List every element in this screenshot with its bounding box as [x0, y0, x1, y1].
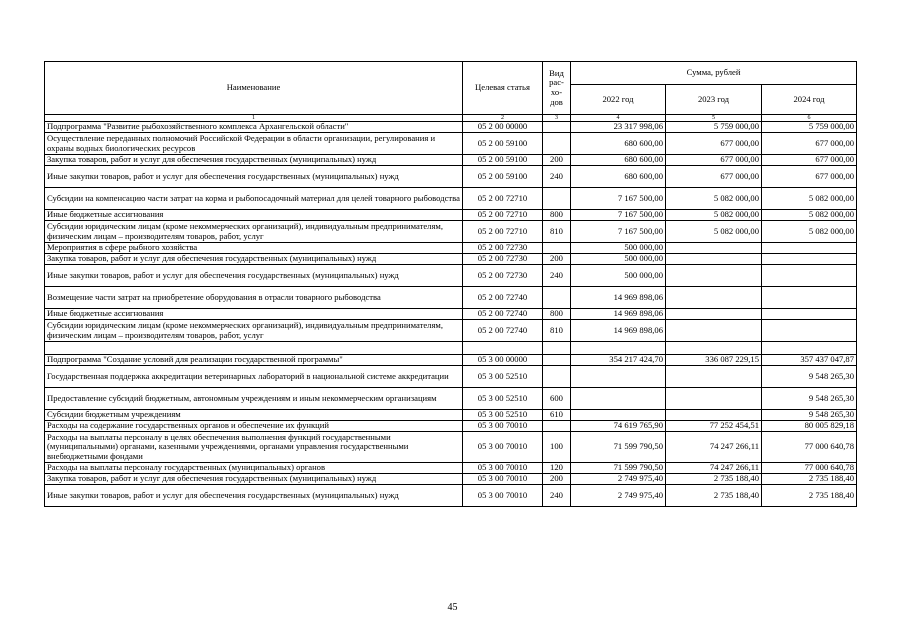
- cell-name: Иные бюджетные ассигнования: [45, 309, 463, 320]
- cell-amount-2023: 5 082 000,00: [666, 221, 762, 243]
- cell-amount-2024: 9 548 265,30: [762, 410, 857, 421]
- cell-amount-2022: 2 749 975,40: [571, 474, 666, 485]
- cell-amount-2023: [666, 243, 762, 254]
- cell-amount-2024: [762, 342, 857, 355]
- cell-amount-2023: [666, 320, 762, 342]
- table-row: [45, 366, 857, 388]
- cell-amount-2024: 2 735 188,40: [762, 485, 857, 507]
- cell-amount-2022: 680 600,00: [571, 155, 666, 166]
- cell-name: Подпрограмма "Развитие рыбохозяйственного комплекса Архангельской области": [45, 122, 463, 133]
- cell-amount-2022: 500 000,00: [571, 243, 666, 254]
- cell-amount-2024: [762, 287, 857, 309]
- cell-name: Иные закупки товаров, работ и услуг для обеспечения государственных (муниципальных) нужд: [45, 485, 463, 507]
- cell-amount-2023: [666, 410, 762, 421]
- cell-amount-2023: 74 247 266,11: [666, 432, 762, 463]
- cell-amount-2024: 677 000,00: [762, 166, 857, 188]
- table-row: [45, 188, 857, 210]
- cell-name: Закупка товаров, работ и услуг для обеспечения государственных (муниципальных) нужд: [45, 254, 463, 265]
- cell-name: Расходы на выплаты персоналу государственных (муниципальных) органов: [45, 463, 463, 474]
- cell-expense-type: 800: [543, 210, 571, 221]
- cell-target-code: 05 2 00 72710: [463, 221, 543, 243]
- cell-amount-2022: 7 167 500,00: [571, 210, 666, 221]
- cell-amount-2024: 2 735 188,40: [762, 474, 857, 485]
- table-row: [45, 421, 857, 432]
- table-row: [45, 210, 857, 221]
- col-header-name: Наименование: [45, 62, 463, 115]
- cell-amount-2022: 2 749 975,40: [571, 485, 666, 507]
- cell-amount-2022: [571, 342, 666, 355]
- col-header-year-2023: 2023 год: [666, 85, 762, 115]
- cell-amount-2024: 5 082 000,00: [762, 188, 857, 210]
- cell-amount-2023: 5 082 000,00: [666, 188, 762, 210]
- col-header-year-2022: 2022 год: [571, 85, 666, 115]
- cell-amount-2022: 354 217 424,70: [571, 355, 666, 366]
- cell-amount-2023: 5 759 000,00: [666, 122, 762, 133]
- cell-name: Субсидии бюджетным учреждениям: [45, 410, 463, 421]
- column-number: 6: [762, 115, 857, 122]
- table-row: [45, 265, 857, 287]
- cell-amount-2023: [666, 342, 762, 355]
- cell-target-code: 05 2 00 72740: [463, 287, 543, 309]
- table-row: [45, 432, 857, 463]
- cell-amount-2023: 336 087 229,15: [666, 355, 762, 366]
- cell-target-code: 05 2 00 59100: [463, 133, 543, 155]
- cell-expense-type: 200: [543, 254, 571, 265]
- table-row: [45, 474, 857, 485]
- cell-name: Субсидии юридическим лицам (кроме некоммерческих организаций), индивидуальным предпринимателям, физическим лицам – производителям товаров, работ, услуг: [45, 221, 463, 243]
- cell-target-code: 05 3 00 70010: [463, 421, 543, 432]
- cell-amount-2022: 14 969 898,06: [571, 320, 666, 342]
- table-row: [45, 155, 857, 166]
- col-header-year-2024: 2024 год: [762, 85, 857, 115]
- column-number: 4: [571, 115, 666, 122]
- cell-amount-2022: 500 000,00: [571, 265, 666, 287]
- table-header: [45, 62, 857, 122]
- cell-name: Предоставление субсидий бюджетным, автономным учреждениям и иным некоммерческим организациям: [45, 388, 463, 410]
- header-row-1: [45, 62, 857, 85]
- cell-name: Субсидии юридическим лицам (кроме некоммерческих организаций), индивидуальным предпринимателям, физическим лицам – производителям товаров, работ, услуг: [45, 320, 463, 342]
- cell-target-code: 05 3 00 70010: [463, 474, 543, 485]
- cell-amount-2023: 74 247 266,11: [666, 463, 762, 474]
- cell-amount-2023: [666, 287, 762, 309]
- cell-target-code: 05 3 00 70010: [463, 432, 543, 463]
- cell-name: Иные закупки товаров, работ и услуг для обеспечения государственных (муниципальных) нужд: [45, 166, 463, 188]
- cell-amount-2023: 2 735 188,40: [666, 485, 762, 507]
- cell-target-code: 05 2 00 72740: [463, 309, 543, 320]
- cell-name: Государственная поддержка аккредитации ветеринарных лабораторий в национальной системе аккредитации: [45, 366, 463, 388]
- cell-amount-2022: [571, 410, 666, 421]
- cell-amount-2024: [762, 243, 857, 254]
- cell-expense-type: 800: [543, 309, 571, 320]
- cell-target-code: 05 3 00 52510: [463, 410, 543, 421]
- cell-amount-2022: 14 969 898,06: [571, 287, 666, 309]
- cell-target-code: 05 3 00 00000: [463, 355, 543, 366]
- cell-target-code: 05 3 00 52510: [463, 388, 543, 410]
- cell-name: Подпрограмма "Создание условий для реализации государственной программы": [45, 355, 463, 366]
- cell-target-code: [463, 342, 543, 355]
- cell-amount-2024: 77 000 640,78: [762, 432, 857, 463]
- cell-name: Субсидии на компенсацию части затрат на корма и рыбопосадочный материал для целей товарного рыбоводства: [45, 188, 463, 210]
- cell-expense-type: 610: [543, 410, 571, 421]
- cell-amount-2022: 14 969 898,06: [571, 309, 666, 320]
- cell-amount-2022: [571, 366, 666, 388]
- cell-amount-2024: 677 000,00: [762, 155, 857, 166]
- cell-name: Закупка товаров, работ и услуг для обеспечения государственных (муниципальных) нужд: [45, 474, 463, 485]
- cell-expense-type: 810: [543, 320, 571, 342]
- cell-amount-2023: 677 000,00: [666, 166, 762, 188]
- column-number: 1: [45, 115, 463, 122]
- cell-expense-type: 120: [543, 463, 571, 474]
- cell-expense-type: 240: [543, 166, 571, 188]
- table-row: [45, 485, 857, 507]
- cell-name: Иные бюджетные ассигнования: [45, 210, 463, 221]
- col-header-vid: Вид рас-хо-дов: [543, 62, 571, 115]
- cell-expense-type: 240: [543, 485, 571, 507]
- table-row: [45, 388, 857, 410]
- cell-amount-2023: [666, 309, 762, 320]
- cell-target-code: 05 2 00 72710: [463, 188, 543, 210]
- table-row: [45, 309, 857, 320]
- cell-amount-2024: 77 000 640,78: [762, 463, 857, 474]
- cell-name: Расходы на выплаты персоналу в целях обеспечения выполнения функций государственными (муниципальными) органами, казенными учреждениями, органами управления государственными внебюджетными фондами: [45, 432, 463, 463]
- cell-amount-2024: 5 082 000,00: [762, 221, 857, 243]
- cell-amount-2024: [762, 320, 857, 342]
- table-row: [45, 463, 857, 474]
- cell-expense-type: 600: [543, 388, 571, 410]
- table-row: [45, 221, 857, 243]
- column-number-row: [45, 115, 857, 122]
- table-row: [45, 254, 857, 265]
- table-row: [45, 320, 857, 342]
- cell-amount-2023: [666, 388, 762, 410]
- cell-expense-type: [543, 188, 571, 210]
- table-row: [45, 133, 857, 155]
- cell-amount-2022: 74 619 765,90: [571, 421, 666, 432]
- cell-amount-2022: [571, 388, 666, 410]
- col-header-target: Целевая статья: [463, 62, 543, 115]
- column-number: 3: [543, 115, 571, 122]
- cell-amount-2023: [666, 265, 762, 287]
- cell-expense-type: [543, 366, 571, 388]
- cell-amount-2024: 677 000,00: [762, 133, 857, 155]
- cell-target-code: 05 3 00 52510: [463, 366, 543, 388]
- cell-expense-type: [543, 421, 571, 432]
- column-number: 5: [666, 115, 762, 122]
- cell-target-code: 05 2 00 72710: [463, 210, 543, 221]
- cell-amount-2023: 77 252 454,51: [666, 421, 762, 432]
- cell-expense-type: 810: [543, 221, 571, 243]
- cell-target-code: 05 3 00 70010: [463, 463, 543, 474]
- cell-amount-2023: 2 735 188,40: [666, 474, 762, 485]
- cell-expense-type: [543, 133, 571, 155]
- cell-expense-type: 240: [543, 265, 571, 287]
- cell-amount-2024: 357 437 047,87: [762, 355, 857, 366]
- cell-target-code: 05 3 00 70010: [463, 485, 543, 507]
- cell-expense-type: [543, 243, 571, 254]
- table-row: [45, 342, 857, 355]
- cell-target-code: 05 2 00 72740: [463, 320, 543, 342]
- cell-amount-2022: 23 317 998,06: [571, 122, 666, 133]
- cell-amount-2024: [762, 254, 857, 265]
- cell-amount-2022: 500 000,00: [571, 254, 666, 265]
- table-body: [45, 122, 857, 507]
- cell-amount-2022: 71 599 790,50: [571, 432, 666, 463]
- cell-target-code: 05 2 00 59100: [463, 155, 543, 166]
- table-row: [45, 243, 857, 254]
- cell-amount-2024: 80 005 829,18: [762, 421, 857, 432]
- cell-amount-2023: [666, 254, 762, 265]
- cell-name: Возмещение части затрат на приобретение оборудования в отрасли товарного рыбоводства: [45, 287, 463, 309]
- column-number: 2: [463, 115, 543, 122]
- cell-amount-2024: 5 759 000,00: [762, 122, 857, 133]
- cell-amount-2022: 680 600,00: [571, 166, 666, 188]
- cell-name: Закупка товаров, работ и услуг для обеспечения государственных (муниципальных) нужд: [45, 155, 463, 166]
- cell-amount-2024: 5 082 000,00: [762, 210, 857, 221]
- cell-amount-2022: 680 600,00: [571, 133, 666, 155]
- cell-target-code: 05 2 00 00000: [463, 122, 543, 133]
- cell-amount-2024: [762, 265, 857, 287]
- cell-name: [45, 342, 463, 355]
- cell-expense-type: [543, 342, 571, 355]
- subprogram-row: [45, 122, 857, 133]
- cell-target-code: 05 2 00 59100: [463, 166, 543, 188]
- cell-amount-2023: 677 000,00: [666, 155, 762, 166]
- cell-amount-2024: 9 548 265,30: [762, 366, 857, 388]
- cell-amount-2024: 9 548 265,30: [762, 388, 857, 410]
- cell-name: Расходы на содержание государственных органов и обеспечение их функций: [45, 421, 463, 432]
- cell-expense-type: 200: [543, 474, 571, 485]
- col-header-sum: Сумма, рублей: [571, 62, 857, 85]
- cell-target-code: 05 2 00 72730: [463, 254, 543, 265]
- cell-amount-2022: 7 167 500,00: [571, 221, 666, 243]
- cell-target-code: 05 2 00 72730: [463, 265, 543, 287]
- cell-name: Осуществление переданных полномочий Российской Федерации в области организации, регулирования и охраны водных биологических ресурсов: [45, 133, 463, 155]
- cell-amount-2023: [666, 366, 762, 388]
- table-row: [45, 410, 857, 421]
- cell-amount-2022: 7 167 500,00: [571, 188, 666, 210]
- subprogram-row: [45, 355, 857, 366]
- cell-target-code: 05 2 00 72730: [463, 243, 543, 254]
- cell-expense-type: [543, 355, 571, 366]
- cell-amount-2024: [762, 309, 857, 320]
- cell-expense-type: 200: [543, 155, 571, 166]
- table-row: [45, 166, 857, 188]
- cell-expense-type: [543, 122, 571, 133]
- cell-amount-2023: 5 082 000,00: [666, 210, 762, 221]
- table-row: [45, 287, 857, 309]
- cell-amount-2023: 677 000,00: [666, 133, 762, 155]
- cell-amount-2022: 71 599 790,50: [571, 463, 666, 474]
- cell-expense-type: [543, 287, 571, 309]
- cell-expense-type: 100: [543, 432, 571, 463]
- page-number: 45: [447, 602, 458, 613]
- budget-table: [44, 61, 857, 507]
- cell-name: Мероприятия в сфере рыбного хозяйства: [45, 243, 463, 254]
- cell-name: Иные закупки товаров, работ и услуг для обеспечения государственных (муниципальных) нужд: [45, 265, 463, 287]
